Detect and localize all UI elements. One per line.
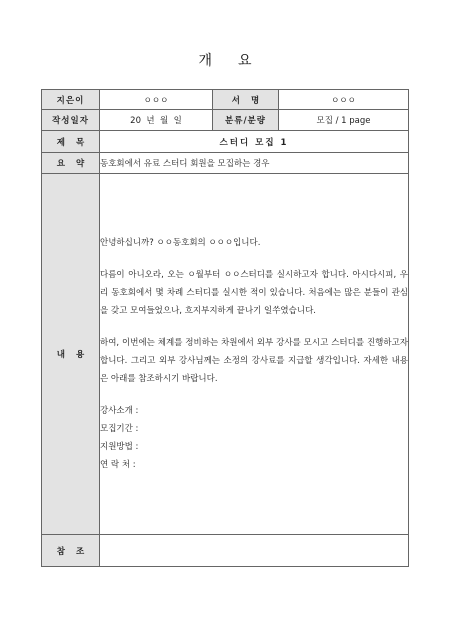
subject-label: 제목 xyxy=(42,131,100,153)
reference-row xyxy=(42,535,409,567)
author-value: ㅇㅇㅇ xyxy=(100,90,213,110)
recruit-period-field: 모집기간 : xyxy=(100,424,139,434)
author-label: 지은이 xyxy=(42,90,100,110)
content-paragraph-1: 다름이 아니오라, 오는 ㅇ월부터 ㅇㅇ스터디를 실시하고자 합니다. 아시다시피, 우리 동호회에서 몇 차례 스터디를 실시한 적이 있습니다. 처음에는 많은 분들이 관심을 갖고 모여들었으나, 흐지부지하게 끝나기 일쑤였습니다. xyxy=(100,270,408,316)
content-row xyxy=(42,174,409,535)
reference-value xyxy=(100,535,409,567)
instructor-field: 강사소개 : xyxy=(100,406,139,416)
subject-value: 스터디 모집 1 xyxy=(100,131,409,153)
date-row xyxy=(42,110,409,131)
signature-label: 서명 xyxy=(213,90,279,110)
overview-form xyxy=(41,89,409,567)
subject-row xyxy=(42,131,409,153)
reference-label: 참조 xyxy=(42,535,100,567)
contact-field: 연 락 처 : xyxy=(100,460,136,470)
category-value: 모집 / 1 page xyxy=(279,110,409,131)
summary-value: 동호회에서 유료 스터디 회원을 모집하는 경우 xyxy=(100,153,409,174)
date-value: 20 년 월 일 xyxy=(100,110,213,131)
content-label: 내용 xyxy=(42,174,100,535)
summary-label: 요약 xyxy=(42,153,100,174)
signature-value: ㅇㅇㅇ xyxy=(279,90,409,110)
content-paragraph-2: 하여, 이번에는 체계를 정비하는 차원에서 외부 강사를 모시고 스터디를 진행하고자 합니다. 그리고 외부 강사님께는 소정의 강사료를 지급할 생각입니다. 자세한 내용은 아래를 참조하시기 바랍니다. xyxy=(100,338,408,384)
greeting-text: 안녕하십니까? ㅇㅇ동호회의 ㅇㅇㅇ입니다. xyxy=(100,238,261,248)
author-row xyxy=(42,90,409,110)
category-label: 분류/분량 xyxy=(213,110,279,131)
summary-row xyxy=(42,153,409,174)
content-body xyxy=(100,174,409,535)
document-title: 개요 xyxy=(198,53,278,69)
date-label: 작성일자 xyxy=(42,110,100,131)
apply-method-field: 지원방법 : xyxy=(100,442,139,452)
